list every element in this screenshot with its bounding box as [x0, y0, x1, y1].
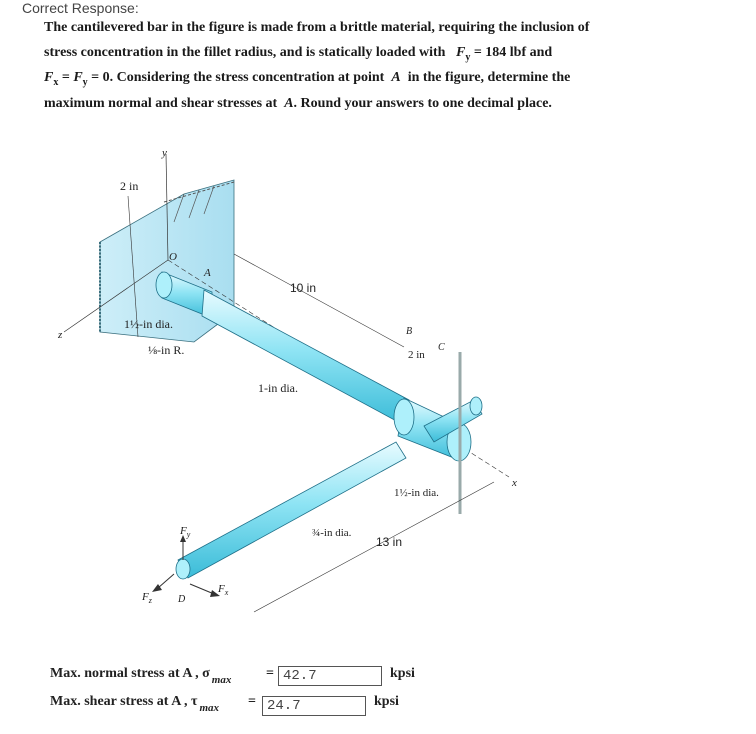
point-A-label: A: [204, 267, 211, 279]
problem-text: = 184 lbf and: [473, 44, 553, 60]
shear-equals: =: [248, 694, 256, 709]
dia-1in-label: 1-in dia.: [258, 381, 298, 395]
point-O-label: O: [169, 251, 177, 263]
shear-stress-label: Max. shear stress at A , τ $_{max}$: [50, 694, 220, 714]
force-subscript: x: [53, 77, 59, 88]
dim-10in: 10 in: [290, 281, 317, 295]
response-header: Correct Response:: [22, 0, 139, 16]
force-Fx-label: $F_x$: [218, 583, 229, 597]
problem-line-1: [44, 16, 654, 41]
force-Fy-label: $F_y$: [180, 525, 191, 539]
force-subscript: y: [82, 77, 88, 88]
point-B-label: B: [406, 326, 413, 337]
normal-stress-label: Max. normal stress at A , σ $_{max}$: [50, 666, 232, 686]
fillet-radius-label: ⅛-in R.: [148, 343, 185, 357]
normal-stress-unit: kpsi: [390, 666, 415, 681]
problem-text: in the figure, determine the: [407, 70, 571, 85]
normal-equals: =: [266, 666, 274, 681]
problem-text: The cantilevered bar in the figure is made from a brittle material, requiring the inclusion of: [44, 20, 590, 35]
problem-text: stress concentration in the fillet radius, and is statically loaded with: [44, 44, 446, 60]
point-D-label: D: [178, 594, 186, 605]
force-subscript: y: [465, 51, 471, 63]
shear-stress-row: [50, 692, 450, 716]
shaft-1in: [202, 290, 409, 424]
dim-2in-wall: 2 in: [120, 179, 139, 193]
force-Fz-label: $F_z$: [142, 591, 152, 605]
dia-1-5in-label-b: 1½-in dia.: [394, 487, 439, 499]
z-axis-label: z: [58, 329, 63, 341]
normal-stress-row: [50, 664, 450, 688]
y-axis-label: y: [162, 147, 167, 159]
force-symbol: F: [44, 70, 54, 85]
dia-1-5in-label: 1½-in dia.: [124, 317, 173, 331]
x-axis-label: x: [512, 477, 517, 489]
shear-stress-unit: kpsi: [374, 694, 399, 709]
cantilever-figure: [54, 142, 554, 642]
shear-stress-input[interactable]: 24.7: [262, 696, 366, 716]
force-symbol: F: [455, 44, 466, 60]
shaft-0-75in: [176, 442, 406, 579]
point-label: A: [391, 70, 401, 85]
force-symbol: F: [73, 70, 83, 85]
normal-stress-input[interactable]: 42.7: [278, 666, 382, 686]
problem-text: = 0. Considering the stress concentration at point: [91, 70, 385, 85]
equals-sign: =: [61, 70, 74, 85]
problem-line-4: [44, 92, 654, 117]
problem-text: . Round your answers to one decimal place.: [293, 95, 552, 111]
point-label: A: [284, 95, 294, 111]
problem-line-2: [44, 41, 654, 67]
problem-statement: [44, 16, 654, 116]
point-C-label: C: [438, 342, 445, 353]
dim-2in-b: 2 in: [408, 349, 425, 361]
dia-0-75in-label: ¾-in dia.: [312, 527, 352, 539]
problem-line-3: [44, 66, 654, 92]
problem-text: maximum normal and shear stresses at: [44, 95, 278, 111]
dim-13in: 13 in: [376, 535, 403, 549]
